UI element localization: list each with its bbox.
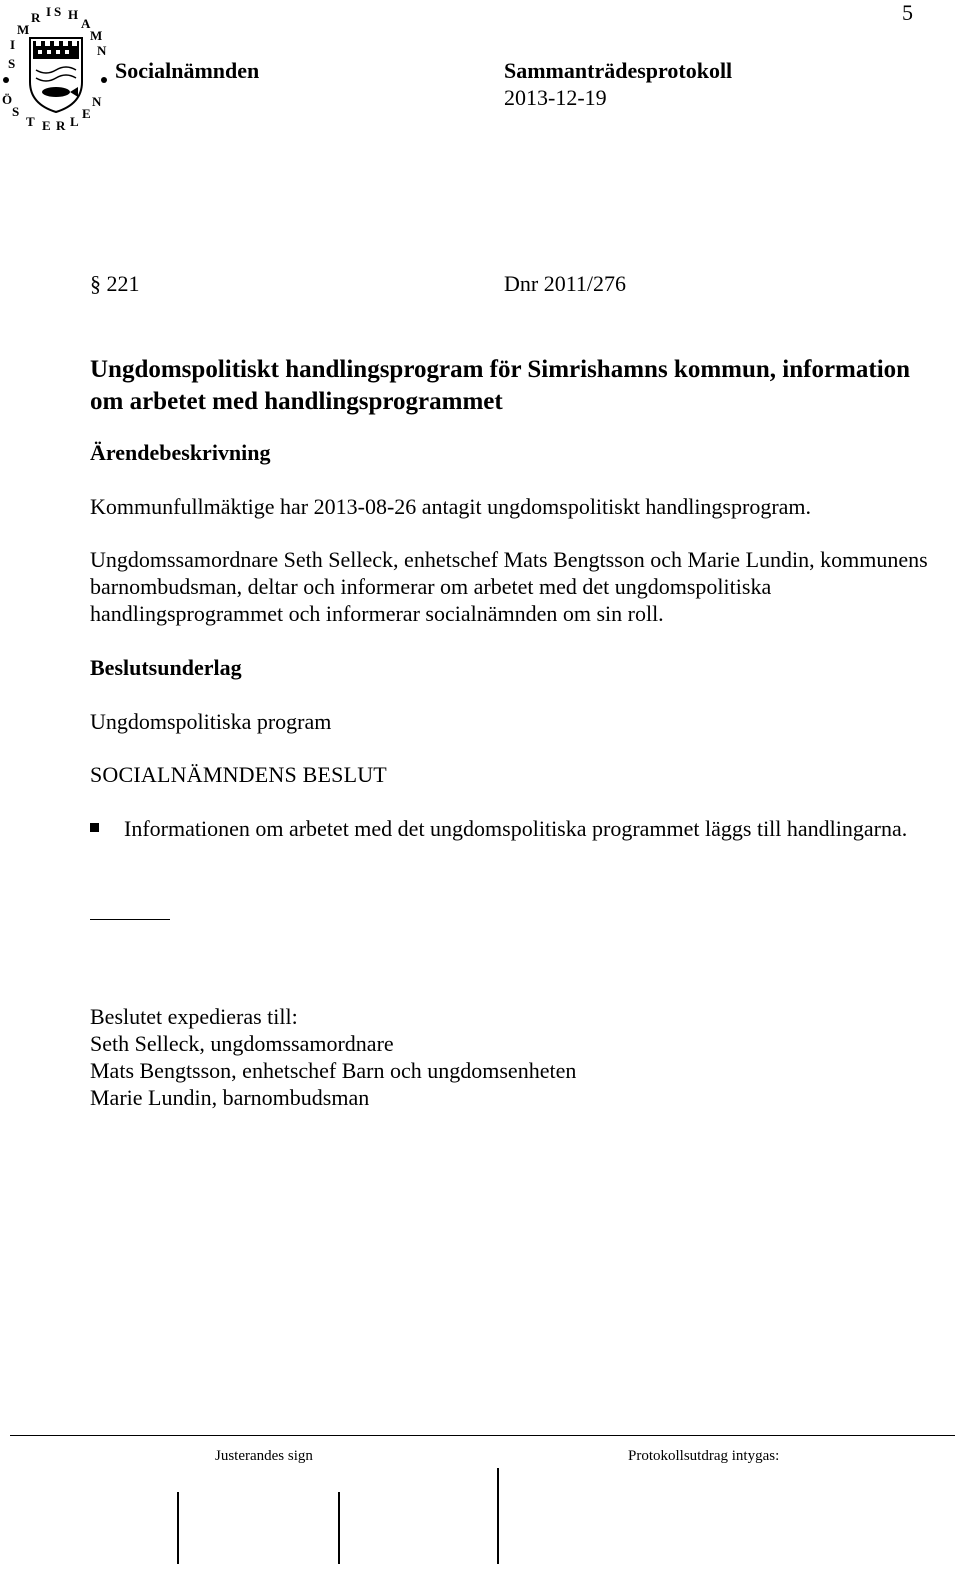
divider <box>90 919 170 920</box>
section-value: 221 <box>106 271 140 296</box>
beslutsunderlag-item: Ungdomspolitiska program <box>90 709 332 734</box>
svg-text:S: S <box>54 4 62 19</box>
svg-text:M: M <box>17 22 30 37</box>
svg-text:N: N <box>92 94 102 109</box>
list-item <box>90 815 950 842</box>
svg-text:I: I <box>10 37 16 52</box>
square-bullet-icon <box>90 815 124 842</box>
decision-point-text: Informationen om arbetet med det ungdomspolitiska programmet läggs till handlingarna. <box>124 816 908 841</box>
svg-text:Ö: Ö <box>2 92 13 107</box>
svg-text:S: S <box>8 56 16 71</box>
svg-text:L: L <box>70 114 79 129</box>
municipal-coat-of-arms-icon <box>0 4 116 132</box>
document-type: Sammanträdesprotokoll <box>504 58 733 83</box>
svg-text:I: I <box>46 4 52 19</box>
case-title: Ungdomspolitiskt handlingsprogram för Simrishamns kommun, information om arbetet med handlingsprogrammet <box>90 356 911 415</box>
svg-text:M: M <box>90 28 103 43</box>
description-paragraph-1: Kommunfullmäktige har 2013-08-26 antagit ungdomspolitiskt handlingsprogram. <box>90 494 812 519</box>
svg-text:T: T <box>26 114 35 129</box>
decision-list <box>90 815 950 842</box>
beslutsunderlag-heading: Beslutsunderlag <box>90 655 242 680</box>
diary-number: Dnr 2011/276 <box>504 271 627 296</box>
meeting-date: 2013-12-19 <box>504 85 607 110</box>
svg-text:A: A <box>81 16 91 31</box>
justerandes-sign-label: Justerandes sign <box>215 1448 313 1464</box>
distribution-recipient: Mats Bengtsson, enhetschef Barn och ungdomsenheten <box>90 1058 577 1083</box>
signature-box-divider <box>177 1492 179 1564</box>
distribution-recipient: Marie Lundin, barnombudsman <box>90 1085 370 1110</box>
page-number: 5 <box>902 0 913 25</box>
signature-box-divider <box>338 1492 340 1564</box>
svg-text:R: R <box>56 118 66 132</box>
distribution-recipient: Seth Selleck, ungdomssamordnare <box>90 1031 394 1056</box>
decision-heading: SOCIALNÄMNDENS BESLUT <box>90 762 387 787</box>
protokollsutdrag-label: Protokollsutdrag intygas: <box>628 1448 780 1464</box>
svg-text:S: S <box>12 104 20 119</box>
svg-text:E: E <box>42 118 51 132</box>
distribution-list <box>90 1003 576 1111</box>
svg-text:R: R <box>31 10 41 25</box>
section-symbol: § <box>90 271 101 296</box>
organization-name: Socialnämnden <box>115 58 260 83</box>
svg-text:H: H <box>68 7 79 22</box>
distribution-heading: Beslutet expedieras till: <box>90 1004 298 1029</box>
svg-text:N: N <box>97 43 107 58</box>
description-paragraph-2: Ungdomssamordnare Seth Selleck, enhetschef Mats Bengtsson och Marie Lundin, kommunens barnombudsman, deltar och informerar om arbetet med det ungdomspolitiska handlingsprogrammet och informerar socialnämnden om sin roll. <box>90 547 928 626</box>
arendebeskrivning-heading: Ärendebeskrivning <box>90 440 271 465</box>
signature-box-divider <box>497 1468 499 1564</box>
svg-text:E: E <box>82 106 91 121</box>
footer-divider <box>10 1435 955 1436</box>
section-number <box>90 271 140 297</box>
